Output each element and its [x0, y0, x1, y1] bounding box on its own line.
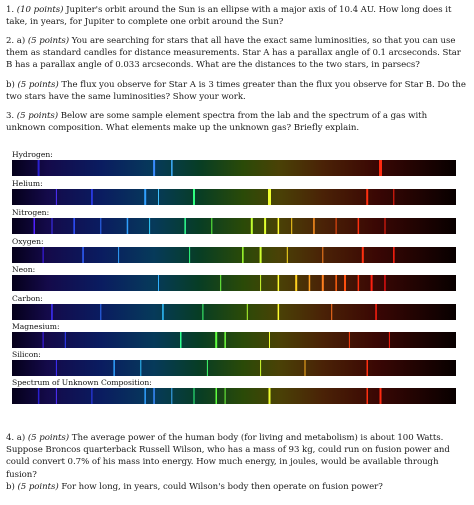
emission-line	[56, 360, 57, 376]
spectrum-continuum	[12, 247, 456, 263]
emission-line	[278, 275, 280, 291]
question-2a-number: 2. a)	[6, 36, 26, 46]
spectrum-label-unknown: Spectrum of Unknown Composition:	[12, 378, 152, 387]
emission-line	[193, 189, 195, 205]
emission-line	[251, 218, 253, 234]
emission-line	[216, 388, 218, 404]
spectrum-continuum	[12, 388, 456, 404]
emission-line	[260, 360, 261, 376]
question-4b-number: b)	[6, 482, 15, 492]
spectrum-label-oxygen: Oxygen:	[12, 237, 44, 246]
spectrum-strip	[12, 218, 456, 234]
emission-line	[305, 360, 306, 376]
emission-line	[34, 218, 36, 234]
spectrum-label-silicon: Silicon:	[12, 350, 41, 359]
emission-line	[91, 388, 92, 404]
spectrum-strip	[12, 304, 456, 320]
spectrum-oxygen	[12, 247, 456, 263]
spectrum-strip	[12, 332, 456, 348]
emission-line	[211, 218, 212, 234]
emission-line	[322, 247, 323, 263]
emission-line	[43, 332, 44, 348]
spectrum-strip	[12, 247, 456, 263]
emission-line	[144, 388, 146, 404]
spectrum-label-nitrogen: Nitrogen:	[12, 208, 50, 217]
spectrum-continuum	[12, 160, 456, 176]
emission-line	[375, 304, 377, 320]
emission-line	[194, 388, 195, 404]
question-2a	[6, 35, 468, 72]
question-4a-text: The average power of the human body (for living and metabolism) is about 100 Watts. Suppose Broncos quarterback Russell Wilson, who has a mass of 93 kg, could run on fusion power and could convert 0.7% of his mass into energy. How much energy, in joules, would be available through fusion?	[6, 433, 450, 480]
emission-line	[291, 218, 292, 234]
emission-line	[264, 218, 266, 234]
emission-line	[56, 388, 57, 404]
spectrum-continuum	[12, 360, 456, 376]
emission-line	[335, 275, 337, 291]
question-4b-points: (5 points)	[17, 482, 59, 492]
emission-line	[180, 332, 182, 348]
emission-line	[384, 275, 386, 291]
emission-line	[287, 247, 288, 263]
emission-line	[295, 275, 297, 291]
question-3-points: (5 points)	[16, 111, 59, 121]
emission-line	[189, 247, 190, 263]
emission-line	[331, 304, 332, 320]
emission-line	[202, 304, 203, 320]
spectrum-label-carbon: Carbon:	[12, 294, 43, 303]
question-4a	[6, 432, 468, 481]
emission-line	[358, 218, 360, 234]
spectrum-label-magnesium: Magnesium:	[12, 322, 60, 331]
emission-line	[100, 304, 101, 320]
spectrum-continuum	[12, 275, 456, 291]
question-4b-text: For how long, in years, could Wilson's body then operate on fusion power?	[61, 482, 383, 492]
spectrum-strip	[12, 388, 456, 404]
emission-line	[73, 218, 75, 234]
emission-line	[362, 247, 364, 263]
question-4b	[6, 481, 468, 493]
emission-line	[38, 388, 40, 404]
emission-line	[184, 218, 186, 234]
emission-line	[366, 189, 368, 205]
emission-line	[113, 360, 115, 376]
spectrum-hydrogen	[12, 160, 456, 176]
spectrum-continuum	[12, 189, 456, 205]
emission-line	[278, 218, 280, 234]
spectrum-neon	[12, 275, 456, 291]
emission-line	[144, 189, 146, 205]
emission-line	[278, 304, 280, 320]
emission-line	[336, 218, 337, 234]
question-2b-text: The flux you observe for Star A is 3 times greater than the flux you observe for Star B. Do the two stars have the same luminosities? Show your work.	[6, 80, 466, 103]
emission-line	[393, 189, 394, 205]
spectrum-silicon	[12, 360, 456, 376]
question-3-number: 3.	[6, 111, 15, 121]
emission-line	[224, 332, 226, 348]
emission-line	[215, 332, 217, 348]
emission-line	[380, 388, 382, 404]
emission-line	[269, 332, 270, 348]
spectrum-label-helium: Helium:	[12, 179, 43, 188]
spectrum-label-neon: Neon:	[12, 265, 36, 274]
emission-line	[118, 247, 119, 263]
spectrum-unknown	[12, 388, 456, 404]
emission-line	[56, 189, 57, 205]
spectrum-continuum	[12, 304, 456, 320]
emission-line	[269, 388, 271, 404]
question-4a-number: 4. a)	[6, 433, 26, 443]
spectrum-continuum	[12, 218, 456, 234]
emission-line	[393, 247, 395, 263]
spectrum-strip	[12, 160, 456, 176]
emission-line	[171, 388, 172, 404]
emission-line	[91, 189, 93, 205]
emission-line	[171, 160, 173, 176]
question-2b	[6, 79, 468, 103]
emission-line	[344, 275, 346, 291]
spectrum-magnesium	[12, 332, 456, 348]
emission-line	[43, 247, 44, 263]
spectrum-strip	[12, 189, 456, 205]
emission-line	[52, 218, 53, 234]
spectrum-helium	[12, 189, 456, 205]
emission-line	[100, 218, 101, 234]
question-2b-points: (5 points)	[17, 80, 59, 90]
emission-line	[260, 275, 261, 291]
emission-line	[127, 218, 129, 234]
question-1-number: 1.	[6, 5, 15, 15]
emission-line	[247, 304, 248, 320]
emission-line	[268, 189, 271, 205]
emission-line	[162, 304, 164, 320]
emission-line	[379, 160, 382, 176]
emission-line	[260, 247, 262, 263]
question-2a-points: (5 points)	[27, 36, 70, 46]
emission-line	[51, 304, 53, 320]
emission-line	[158, 275, 159, 291]
question-4a-points: (5 points)	[27, 433, 70, 443]
spectrum-carbon	[12, 304, 456, 320]
question-3-text: Below are some sample element spectra from the lab and the spectrum of a gas with unknown composition. What elements make up the unknown gas? Briefly explain.	[6, 111, 428, 134]
emission-line	[313, 218, 315, 234]
emission-line	[65, 332, 66, 348]
emission-line	[220, 275, 221, 291]
emission-line	[242, 247, 244, 263]
emission-line	[367, 388, 369, 404]
emission-line	[207, 360, 208, 376]
question-1	[6, 4, 468, 28]
emission-line	[225, 388, 226, 404]
emission-line	[322, 275, 324, 291]
question-1-text: Jupiter's orbit around the Sun is an ellipse with a major axis of 10.4 AU. How long does it take, in years, for Jupiter to complete one orbit around the Sun?	[6, 5, 452, 28]
emission-line	[358, 275, 360, 291]
spectrum-nitrogen	[12, 218, 456, 234]
emission-line	[153, 160, 155, 176]
emission-line	[140, 360, 141, 376]
question-2b-number: b)	[6, 80, 15, 90]
emission-line	[371, 275, 373, 291]
question-3	[6, 110, 468, 134]
emission-line	[349, 332, 350, 348]
emission-line	[309, 275, 311, 291]
emission-line	[158, 189, 159, 205]
question-1-points: (10 points)	[16, 5, 64, 15]
emission-line	[149, 218, 150, 234]
emission-line	[389, 332, 390, 348]
emission-line	[367, 360, 369, 376]
emission-line	[82, 247, 84, 263]
question-2a-text: You are searching for stars that all have the exact same luminosities, so that you can use them as standard candles for distance measurements. Star A has a parallax angle of 0.1 arcseconds. Star B has a parallax angle of 0.033 arcseconds. What are the distances to the two stars, in parsecs?	[6, 36, 461, 71]
emission-line	[153, 388, 155, 404]
spectrum-label-hydrogen: Hydrogen:	[12, 150, 53, 159]
spectrum-strip	[12, 275, 456, 291]
emission-line	[385, 218, 386, 234]
spectrum-strip	[12, 360, 456, 376]
emission-line	[38, 160, 40, 176]
